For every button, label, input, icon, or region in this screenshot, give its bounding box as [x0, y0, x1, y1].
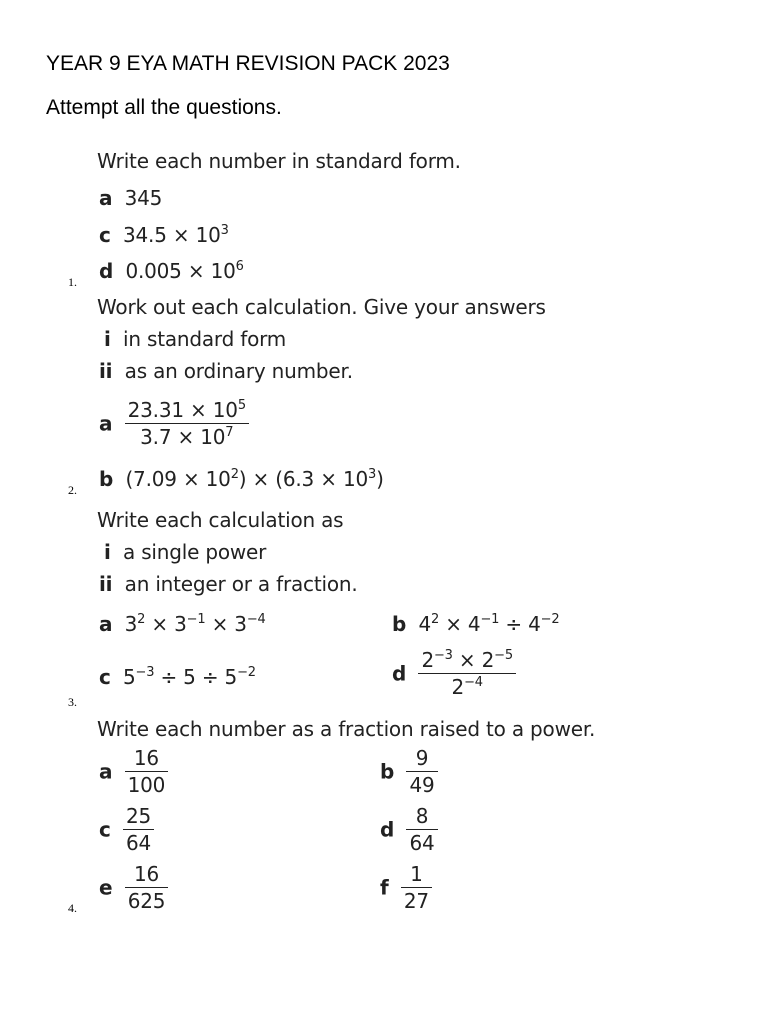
expr-exponent: −4: [464, 675, 483, 690]
sub-text: in standard form: [122, 327, 287, 351]
fraction-numerator: [125, 398, 249, 424]
sub-text: as an ordinary number.: [124, 359, 353, 383]
q1-part-c: [99, 223, 229, 247]
expr-exponent: −3: [135, 665, 155, 680]
part-label: c: [99, 665, 111, 689]
expr-part: ) × (6.3 × 10: [238, 467, 369, 491]
fraction-numerator: 16: [125, 746, 169, 772]
part-label: f: [380, 875, 389, 900]
q1-part-d: [99, 259, 244, 283]
expr-part: 2: [451, 675, 465, 699]
fraction-numerator: [418, 648, 515, 674]
q1-a-expression: 345: [124, 186, 163, 210]
q4-e-fraction: [125, 862, 169, 913]
expr-exponent: 3: [368, 467, 377, 482]
part-label: c: [99, 223, 111, 247]
part-label: b: [392, 612, 407, 636]
q3-sub-i: [104, 540, 266, 564]
q2-part-b: [99, 467, 384, 491]
expr-exponent: −4: [246, 612, 266, 627]
expr-part: × 4: [439, 612, 481, 636]
expr-part: 2: [421, 648, 434, 672]
expr-exponent: 2: [137, 612, 146, 627]
q2-a-fraction: [125, 398, 249, 449]
fraction-numerator: 16: [125, 862, 169, 888]
fraction-denominator: 49: [409, 773, 435, 797]
sub-label: ii: [99, 359, 113, 383]
part-label: a: [99, 186, 113, 210]
q2-sub-i: [104, 327, 286, 351]
expr-part: × 2: [452, 648, 495, 672]
q4-part-d: [380, 804, 438, 855]
expr-part: ÷ 5 ÷ 5: [154, 665, 238, 689]
q3-part-d: [392, 648, 516, 699]
part-label: a: [99, 612, 113, 636]
fraction-numerator: 25: [123, 804, 154, 830]
part-label: e: [99, 875, 113, 900]
q3-part-b: [392, 612, 559, 636]
fraction-denominator: 64: [409, 831, 435, 855]
part-label: d: [392, 661, 407, 686]
expr-part: 4: [418, 612, 431, 636]
sub-label: i: [104, 327, 111, 351]
q2-part-a: [99, 398, 249, 449]
fraction-denominator: 100: [127, 773, 166, 797]
q4-c-fraction: [123, 804, 154, 855]
expr-part: 5: [122, 665, 136, 689]
expr-exponent: −2: [540, 612, 560, 627]
expr-part: (7.09 × 10: [125, 467, 231, 491]
sub-label: ii: [99, 572, 113, 596]
q4-d-fraction: [406, 804, 437, 855]
q4-part-e: [99, 862, 168, 913]
expr-part: × 3: [205, 612, 247, 636]
q1-d-base: 0.005 × 10: [125, 259, 236, 283]
expr-exponent: 2: [430, 612, 440, 627]
q4-b-fraction: [406, 746, 437, 797]
expr-exponent: −5: [494, 648, 513, 663]
q1-c-base: 34.5 × 10: [122, 223, 221, 247]
q4-f-fraction: [401, 862, 432, 913]
q4-part-c: [99, 804, 154, 855]
q4-part-f: [380, 862, 432, 913]
expr-exponent: −1: [480, 612, 500, 627]
part-label: b: [99, 467, 114, 491]
q4-a-fraction: [125, 746, 169, 797]
denominator-base: 3.7 × 10: [140, 425, 226, 449]
fraction-denominator: 64: [125, 831, 152, 855]
expr-exponent: 2: [230, 467, 239, 482]
part-label: a: [99, 759, 113, 784]
expr-exponent: −1: [186, 612, 206, 627]
expr-part: ): [376, 467, 384, 491]
numerator-exponent: 5: [237, 398, 246, 413]
q1-d-exponent: 6: [235, 259, 244, 274]
fraction-numerator: 8: [406, 804, 437, 830]
part-label: d: [99, 259, 114, 283]
expr-part: × 3: [145, 612, 187, 636]
q2-prompt: Work out each calculation. Give your answers: [97, 295, 546, 319]
fraction-denominator: 27: [403, 889, 429, 913]
q1-c-exponent: 3: [220, 223, 229, 238]
q3-sub-ii: [99, 572, 358, 596]
page-title: YEAR 9 EYA MATH REVISION PACK 2023: [46, 52, 450, 75]
expr-exponent: −2: [237, 665, 256, 680]
numerator-base: 23.31 × 10: [127, 398, 238, 422]
q3-part-c: [99, 665, 256, 689]
fraction-denominator: [418, 674, 515, 699]
question-number-2: 2.: [68, 483, 77, 497]
part-label: a: [99, 411, 113, 436]
q4-part-a: [99, 746, 168, 797]
fraction-denominator: [125, 424, 249, 449]
sub-text: an integer or a fraction.: [124, 572, 358, 596]
instruction-text: Attempt all the questions.: [46, 96, 282, 119]
part-label: d: [380, 817, 395, 842]
part-label: b: [380, 759, 395, 784]
part-label: c: [99, 817, 111, 842]
question-number-1: 1.: [68, 275, 77, 289]
q3-prompt: Write each calculation as: [97, 508, 344, 532]
expr-exponent: −3: [433, 648, 453, 663]
question-number-3: 3.: [68, 695, 77, 709]
q2-sub-ii: [99, 359, 353, 383]
denominator-exponent: 7: [225, 425, 234, 440]
q3-part-a: [99, 612, 266, 636]
question-number-4: 4.: [68, 901, 77, 915]
expr-part: ÷ 4: [499, 612, 541, 636]
sub-text: a single power: [122, 540, 267, 564]
fraction-numerator: 1: [401, 862, 432, 888]
q1-part-a: [99, 186, 162, 210]
q3-d-fraction: [418, 648, 515, 699]
expr-part: 3: [124, 612, 138, 636]
q4-part-b: [380, 746, 438, 797]
fraction-numerator: 9: [406, 746, 437, 772]
q4-prompt: Write each number as a fraction raised to a power.: [97, 717, 596, 741]
fraction-denominator: 625: [127, 889, 166, 913]
q1-prompt: Write each number in standard form.: [97, 149, 461, 173]
sub-label: i: [104, 540, 111, 564]
